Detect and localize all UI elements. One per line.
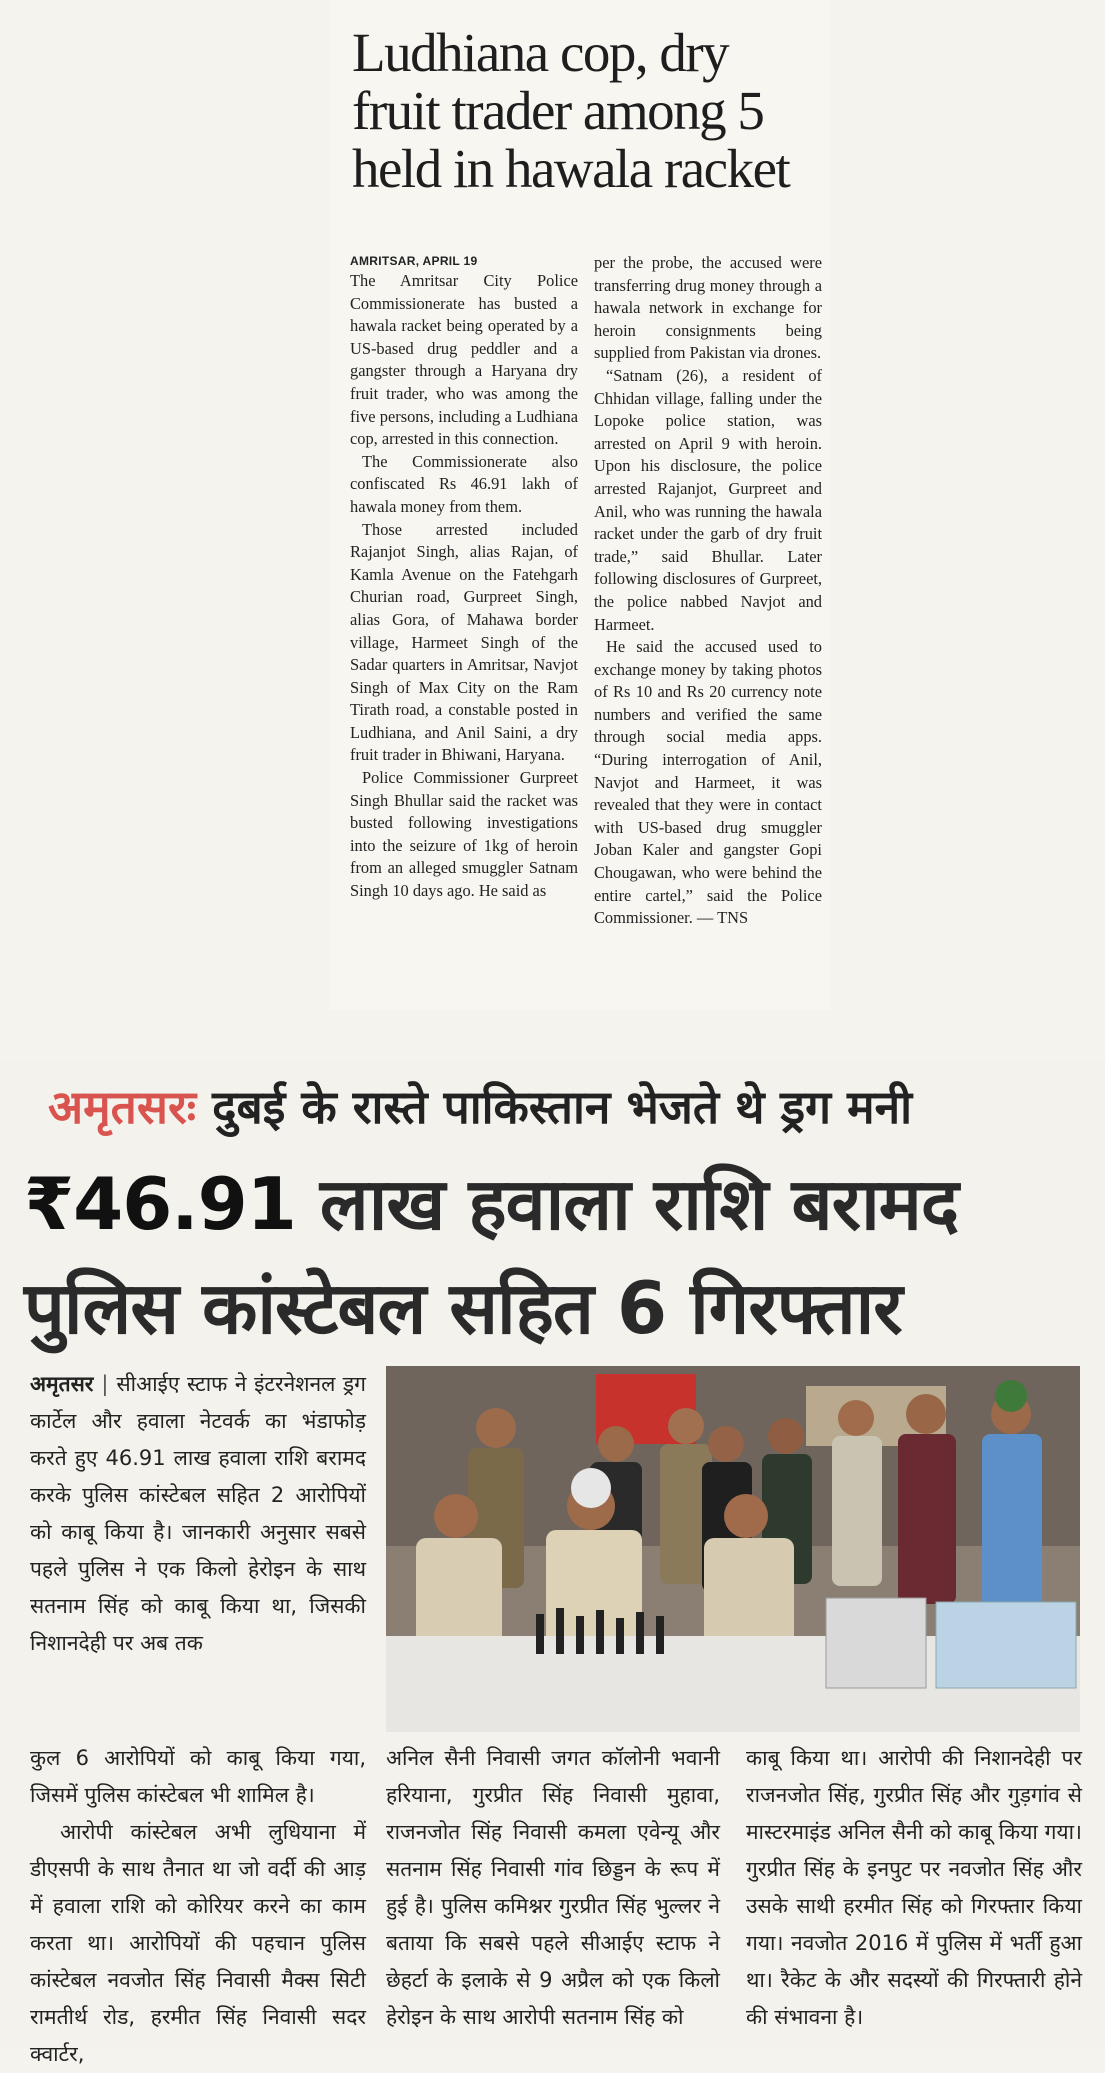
english-news-clipping <box>330 0 830 1010</box>
english-column-2 <box>594 252 822 1002</box>
hindi-paragraph: काबू किया था। आरोपी की निशानदेही पर राजनजोत सिंह, गुरप्रीत सिंह और गुड़गांव से मास्टरमाइंड अनिल सैनी को काबू किया गया। गुरप्रीत सिंह के इनपुट पर नवजोत सिंह और उसके साथी हरमीत सिंह को गिरफ्तार किया गया। नवजोत 2016 में पुलिस में भर्ती हुआ था। रैकेट के और सदस्यों की गिरफ्तारी होने की संभावना है। <box>746 1746 1082 2029</box>
hindi-paragraph: अनिल सैनी निवासी जगत कॉलोनी भवानी हरियाना, गुरप्रीत सिंह निवासी मुहावा, राजनजोत सिंह निवासी कमला एवेन्यू और सतनाम सिंह निवासी गांव छिड्डन के रूप में हुई है। पुलिस कमिश्नर गुरप्रीत सिंह भुल्लर ने बताया कि सबसे पहले सीआईए स्टाफ ने छेहर्टा के इलाके से 9 अप्रैल को एक किलो हेरोइन के साथ आरोपी सतनाम सिंह को <box>386 1746 720 2029</box>
hindi-headline-amount: ₹46.91 <box>24 1162 296 1246</box>
english-column-1 <box>350 252 578 1002</box>
dateline-separator: | <box>101 1372 109 1396</box>
english-paragraph: The Commissionerate also confiscated Rs 46.91 lakh of hawala money from them. <box>350 451 578 516</box>
hindi-paragraph: कुल 6 आरोपियों को काबू किया गया, जिसमें पुलिस कांस्टेबल भी शामिल है। <box>30 1746 366 1807</box>
hindi-headline-1 <box>24 1156 1084 1252</box>
photo-illustration <box>386 1366 1080 1732</box>
hindi-column-left-bottom <box>30 1740 366 2073</box>
hindi-paragraph: सीआईए स्टाफ ने इंटरनेशनल ड्रग कार्टेल और हवाला नेटवर्क का भंडाफोड़ करते हुए 46.91 लाख हवाला राशि बरामद करके पुलिस कांस्टेबल सहित 2 आरोपियों को काबू किया है। जानकारी अनुसार सबसे पहले पुलिस ने एक किलो हेरोइन के साथ सतनाम सिंह को काबू किया था, जिसकी निशानदेही पर अब तक <box>30 1372 366 1655</box>
english-paragraph: “Satnam (26), a resident of Chhidan village, falling under the Lopoke police station, was arrested on April 9 with heroin. Upon his disclosure, the police arrested Rajanjot, Gurpreet and Anil, who was running the hawala racket under the garb of dry fruit trade,” said Bhullar. Later following disclosures of Gurpreet, the police nabbed Navjot and Harmeet. <box>594 365 822 634</box>
english-paragraph: Police Commissioner Gurpreet Singh Bhullar said the racket was busted following investigations into the seizure of 1kg of heroin from an alleged smuggler Satnam Singh 10 days ago. He said as <box>350 768 578 901</box>
english-paragraph: per the probe, the accused were transferring drug money through a hawala network in exchange for heroin consignments being supplied from Pakistan via drones. <box>594 253 822 363</box>
hindi-news-clipping <box>0 1060 1105 2066</box>
english-headline: Ludhiana cop, dry fruit trader among 5 held in hawala racket <box>352 22 790 199</box>
english-paragraph: Those arrested included Rajanjot Singh, alias Rajan, of Kamla Avenue on the Fatehgarh Churian road, Gurpreet Singh, alias Gora, of Mahawa border village, Harmeet Singh of the Sadar quarters in Amritsar, Navjot Singh of Max City on the Ram Tirath road, a constable posted in Ludhiana, and Anil Saini, a dry fruit trader in Bhiwani, Haryana. <box>350 519 578 765</box>
hindi-paragraph: आरोपी कांस्टेबल अभी लुधियाना में डीएसपी के साथ तैनात था जो वर्दी की आड़ में हवाला राशि को कोरियर करने का काम करता था। आरोपियों की पहचान पुलिस कांस्टेबल नवजोत सिंह निवासी मैक्स सिटी रामतीर्थ रोड, हरमीत सिंह निवासी सदर क्वार्टर, <box>30 1820 366 2066</box>
hindi-column-middle <box>386 1740 720 2036</box>
hindi-headline-2: पुलिस कांस्टेबल सहित 6 गिरफ्तार <box>24 1266 902 1350</box>
hindi-kicker <box>48 1074 1088 1144</box>
english-article-body <box>350 252 822 1002</box>
hindi-column-right <box>746 1740 1082 2036</box>
english-paragraph: He said the accused used to exchange money by taking photos of Rs 10 and Rs 20 currency note numbers and verified the same through social media apps. “During interrogation of Anil, Navjot and Harmeet, it was revealed that they were in contact with US-based drug smuggler Joban Kaler and gangster Gopi Chougawan, who were behind the entire cartel,” said the Police Commissioner. — TNS <box>594 637 822 928</box>
english-paragraph: The Amritsar City Police Commissionerate has busted a hawala racket being operated by a US-based drug peddler and a gangster through a Haryana dry fruit trader, who was among the five persons, including a Ludhiana cop, arrested in this connection. <box>350 271 578 449</box>
hindi-kicker-text: दुबई के रास्ते पाकिस्तान भेजते थे ड्रग मनी <box>212 1080 913 1134</box>
hindi-dateline: अमृतसर <box>30 1372 94 1396</box>
press-conference-photo <box>386 1366 1080 1732</box>
hindi-kicker-place: अमृतसरः <box>48 1080 197 1134</box>
english-dateline: AMRITSAR, APRIL 19 <box>350 254 478 268</box>
hindi-column-left-top <box>30 1366 366 1662</box>
hindi-headline-1-text: लाख हवाला राशि बरामद <box>319 1162 959 1246</box>
